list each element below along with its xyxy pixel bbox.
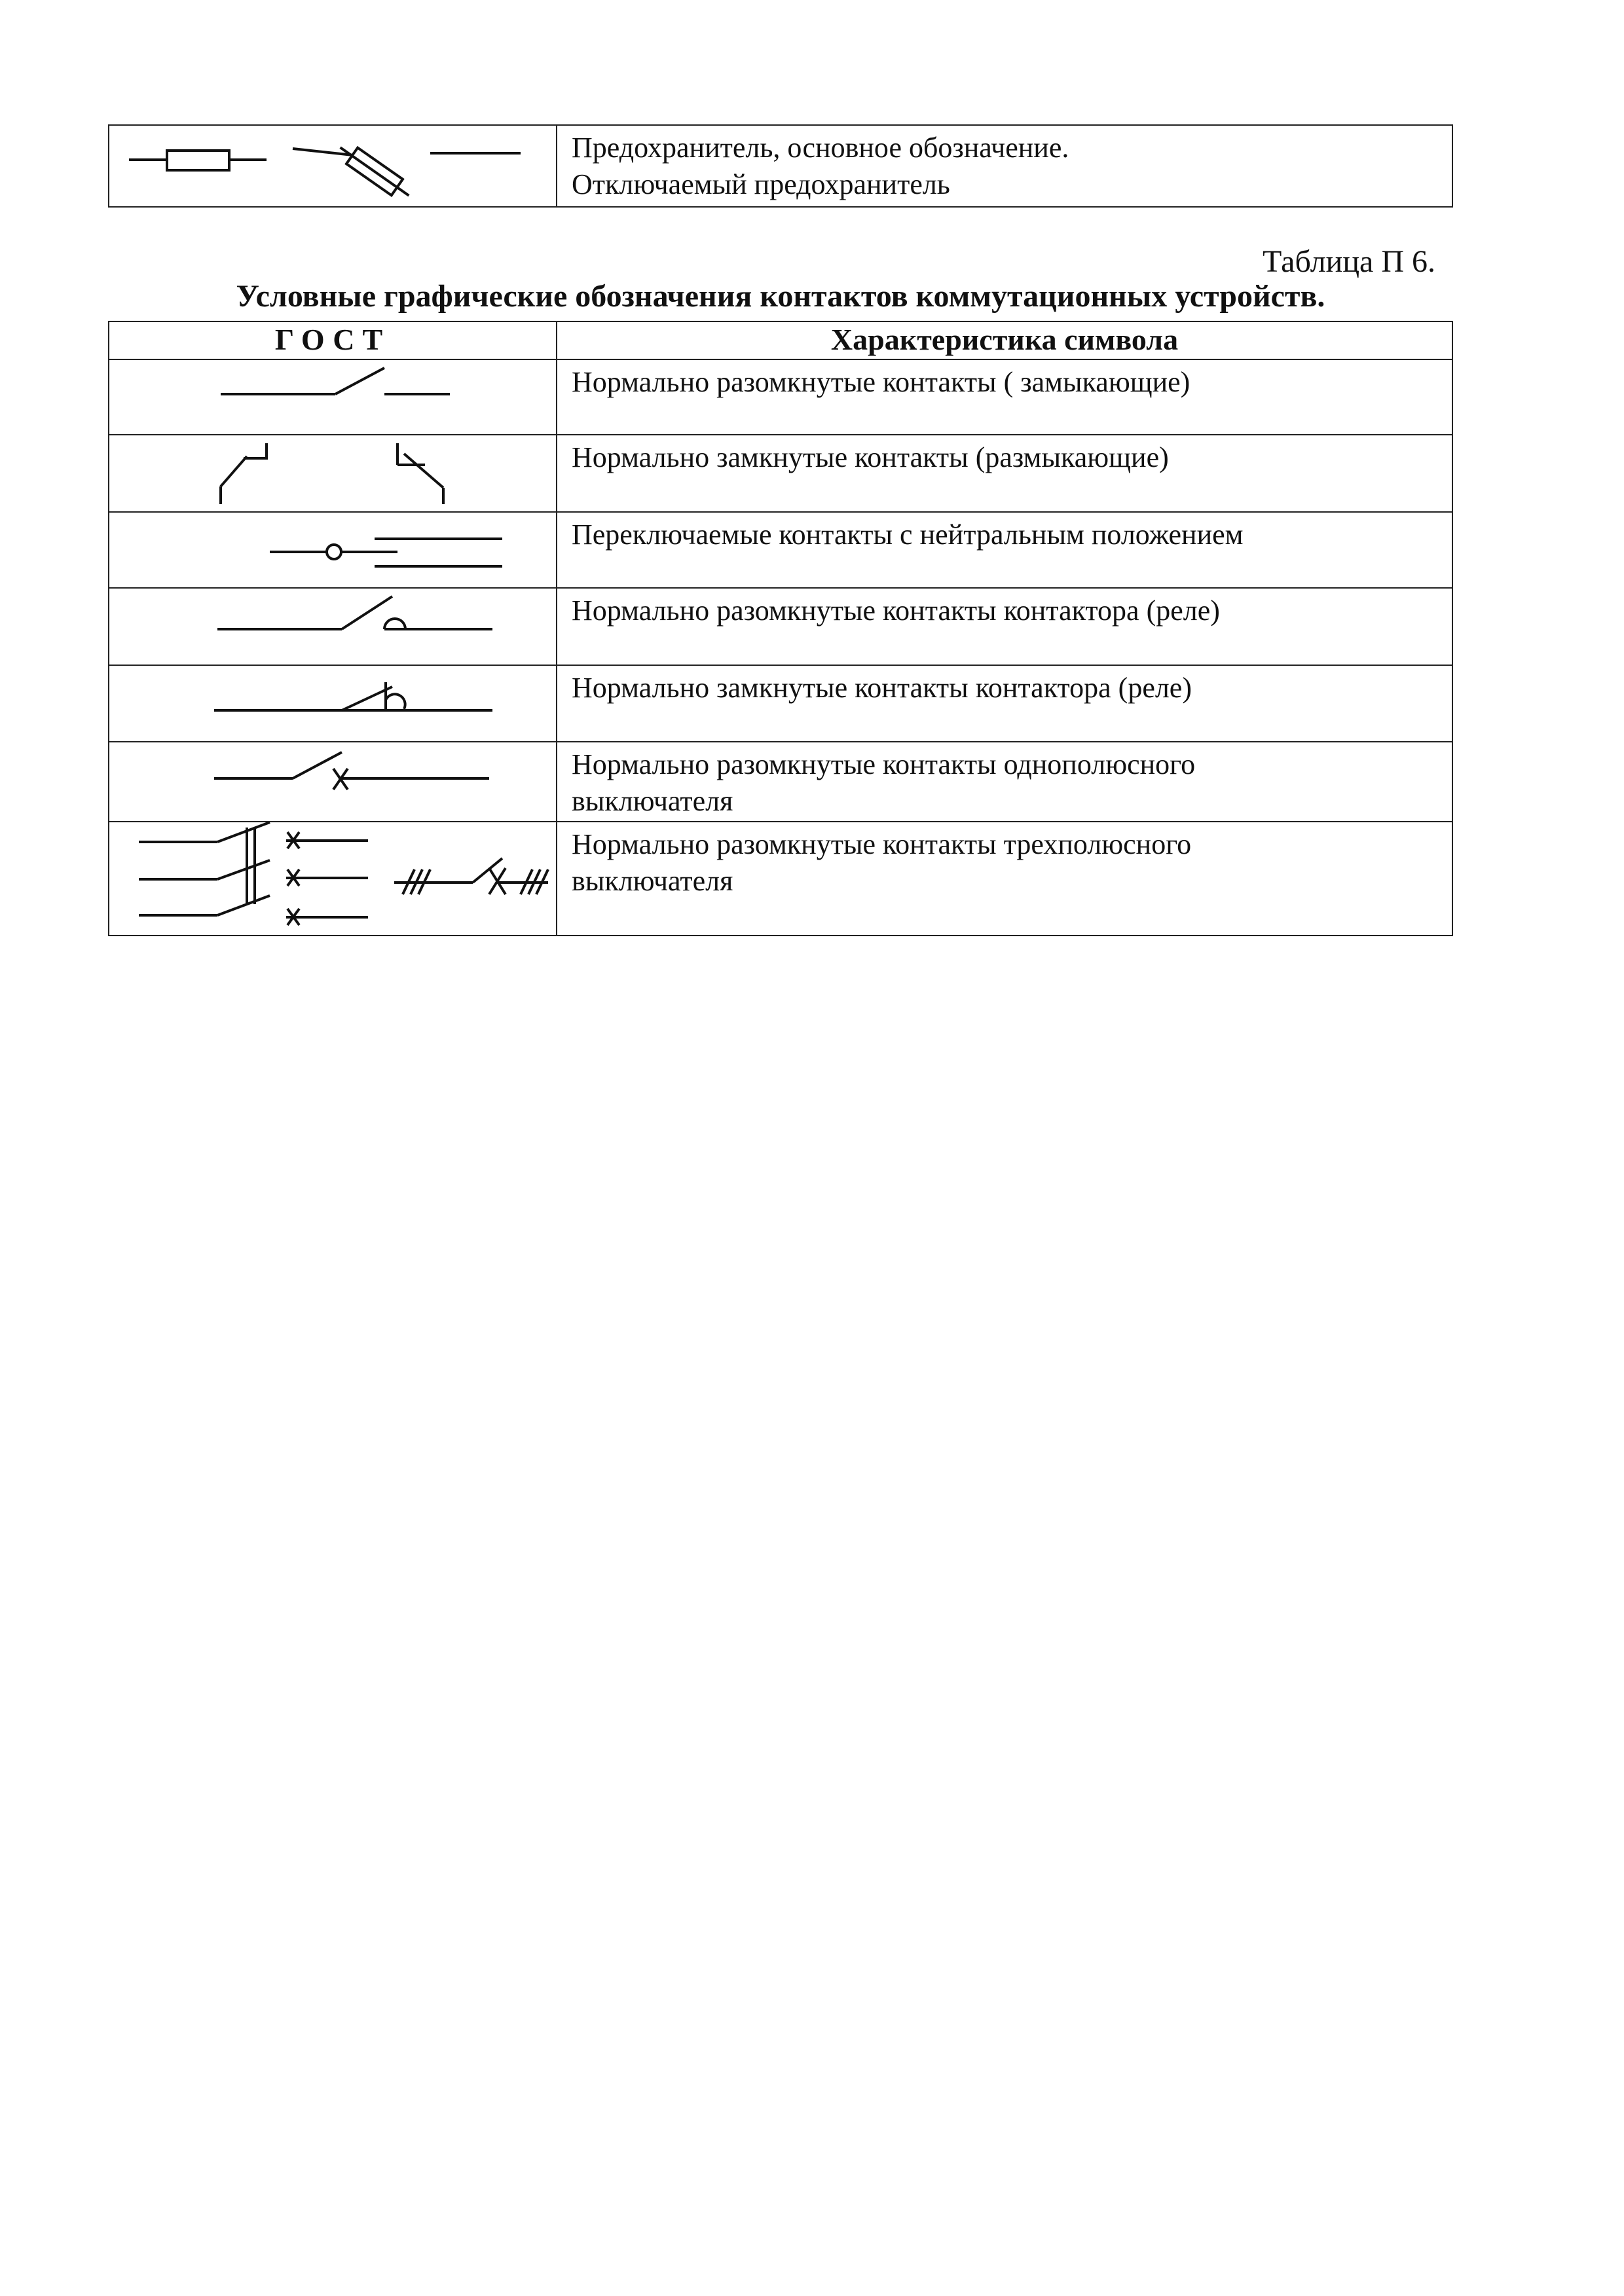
table-row — [109, 435, 1452, 512]
description-line: Нормально разомкнутые контакты ( замыкающие) — [572, 366, 1190, 398]
symbol-cell — [109, 435, 557, 512]
description-cell — [557, 435, 1452, 512]
changeover-contact-neutral-icon — [109, 513, 555, 587]
description-cell — [557, 588, 1452, 665]
description-line: выключателя — [572, 865, 733, 897]
description-line: Нормально замкнутые контакты контактора (реле) — [572, 672, 1192, 704]
description-cell — [557, 742, 1452, 822]
symbol-cell — [109, 742, 557, 822]
symbol-cell — [109, 125, 557, 207]
normally-closed-contact-icon — [109, 435, 555, 511]
fuse-and-disconnectable-fuse-icon — [109, 126, 555, 200]
symbol-cell — [109, 512, 557, 588]
fuse-table — [108, 124, 1453, 208]
description-cell — [557, 359, 1452, 435]
description-cell — [557, 512, 1452, 588]
table-row — [109, 125, 1452, 207]
table-row — [109, 665, 1452, 742]
description-cell — [557, 665, 1452, 742]
table-title: Условные графические обозначения контактов коммутационных устройств. — [236, 279, 1325, 314]
description-line: Переключаемые контакты с нейтральным положением — [572, 519, 1244, 551]
table-row — [109, 742, 1452, 822]
header-row — [109, 321, 1452, 359]
description-line: Нормально разомкнутые контакты трехполюсного — [572, 828, 1192, 860]
description-cell — [557, 125, 1452, 207]
description-line: Отключаемый предохранитель — [572, 168, 950, 200]
table-row — [109, 822, 1452, 936]
table-row — [109, 359, 1452, 435]
contacts-table — [108, 321, 1453, 936]
description-line: Нормально разомкнутые контакты контактора (реле) — [572, 594, 1220, 627]
symbol-cell — [109, 359, 557, 435]
single-pole-breaker-icon — [109, 742, 555, 821]
table-row — [109, 588, 1452, 665]
table-caption: Таблица П 6. — [1263, 244, 1435, 279]
description-line: Предохранитель, основное обозначение. — [572, 132, 1069, 164]
description-cell — [557, 822, 1452, 936]
description-line: Нормально замкнутые контакты (размыкающие) — [572, 441, 1169, 473]
description-line: Нормально разомкнутые контакты однополюсного — [572, 748, 1196, 780]
column-header-description: Характеристика символа — [557, 321, 1452, 359]
symbol-cell — [109, 665, 557, 742]
contactor-no-contact-icon — [109, 589, 555, 665]
normally-open-contact-icon — [109, 360, 555, 434]
symbol-cell — [109, 822, 557, 936]
description-line: выключателя — [572, 785, 733, 817]
column-header-gost: ГОСТ — [109, 321, 557, 359]
three-pole-breaker-icon — [109, 822, 555, 935]
table-row — [109, 512, 1452, 588]
symbol-cell — [109, 588, 557, 665]
contactor-nc-contact-icon — [109, 666, 555, 741]
